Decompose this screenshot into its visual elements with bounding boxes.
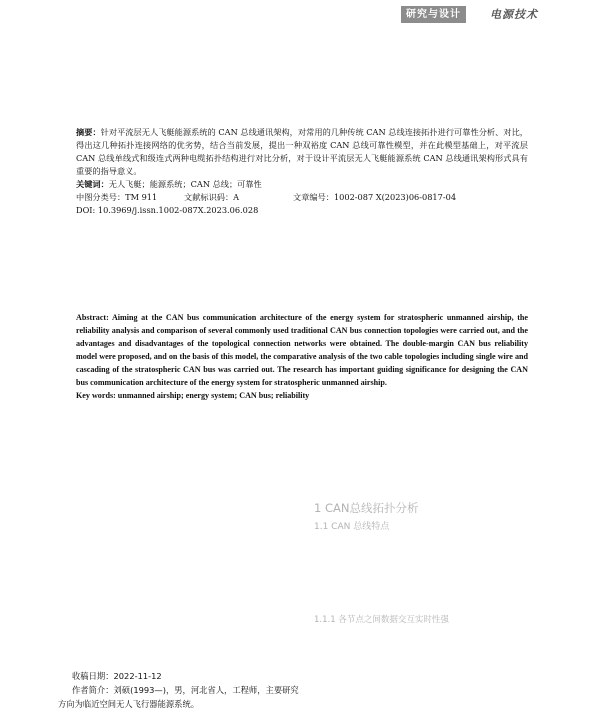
received-date: 收稿日期：2022-11-12 bbox=[72, 671, 162, 681]
abstract-text: 针对平流层无人飞艇能源系统的 CAN 总线通讯架构，对常用的几种传统 CAN 总线连接拓扑进行可靠性分析、对比，得出这几种拓扑连接网络的优劣势，结合当前发展，提出一种双裕度 CAN 总线可靠性模型，并在此模型基础上，对平流层 CAN 总线单线式和级连式两种电缆拓扑结构进行对比分析，对于设计平流层无人飞艇能源系统 CAN 总线通讯架构形式具有重要的指导意义。 bbox=[76, 127, 528, 176]
section-badge: 研究与设计 bbox=[401, 6, 466, 23]
keywords-label: 关键词： bbox=[76, 179, 109, 189]
chinese-abstract-block bbox=[76, 126, 528, 217]
english-keywords: Key words: unmanned airship; energy system; CAN bus; reliability bbox=[76, 391, 310, 400]
keywords-text: 无人飞艇；能源系统；CAN 总线；可靠性 bbox=[108, 179, 262, 189]
journal-brand: 电源技术 bbox=[490, 8, 538, 21]
english-abstract: Abstract: Aiming at the CAN bus communication architecture of the energy system for stratospheric unmanned airship, the reliability analysis and comparison of several commonly used traditional CAN bus connection topologies were carried out, and the advantages and disadvantages of the topological connection networks were obtained. The double-margin CAN bus reliability model were proposed, and on the basis of this model, the comparative analysis of the two cable topologies including single wire and cascading of the stratospheric CAN bus was carried out. The research has important guiding significance for designing the CAN bus communication architecture of the energy system for stratospheric unmanned airship. bbox=[76, 313, 528, 387]
footnote bbox=[58, 669, 318, 711]
document-code: 文献标识码：A bbox=[184, 192, 240, 202]
section-heading-1: 1 CAN总线拓扑分析 bbox=[314, 501, 419, 515]
author-bio-line1: 作者简介：刘硕(1993—)，男，河北省人，工程师，主要研究 bbox=[72, 685, 299, 695]
abstract-label: 摘要： bbox=[76, 127, 101, 137]
doi: DOI: 10.3969/j.issn.1002-087X.2023.06.028 bbox=[76, 205, 259, 215]
chinese-keywords bbox=[76, 178, 528, 191]
section-heading-1-1-1: 1.1.1 各节点之间数据交互实时性强 bbox=[314, 615, 449, 625]
clc-number: 中图分类号：TM 911 bbox=[76, 192, 158, 202]
english-abstract-block bbox=[76, 311, 528, 402]
section-heading-1-1: 1.1 CAN 总线特点 bbox=[314, 522, 390, 532]
article-number: 文章编号：1002-087 X(2023)06-0817-04 bbox=[293, 192, 457, 202]
classification-row bbox=[76, 191, 528, 204]
author-bio-line2: 方向为临近空间无人飞行器能源系统。 bbox=[58, 699, 200, 709]
chinese-abstract bbox=[76, 126, 528, 178]
